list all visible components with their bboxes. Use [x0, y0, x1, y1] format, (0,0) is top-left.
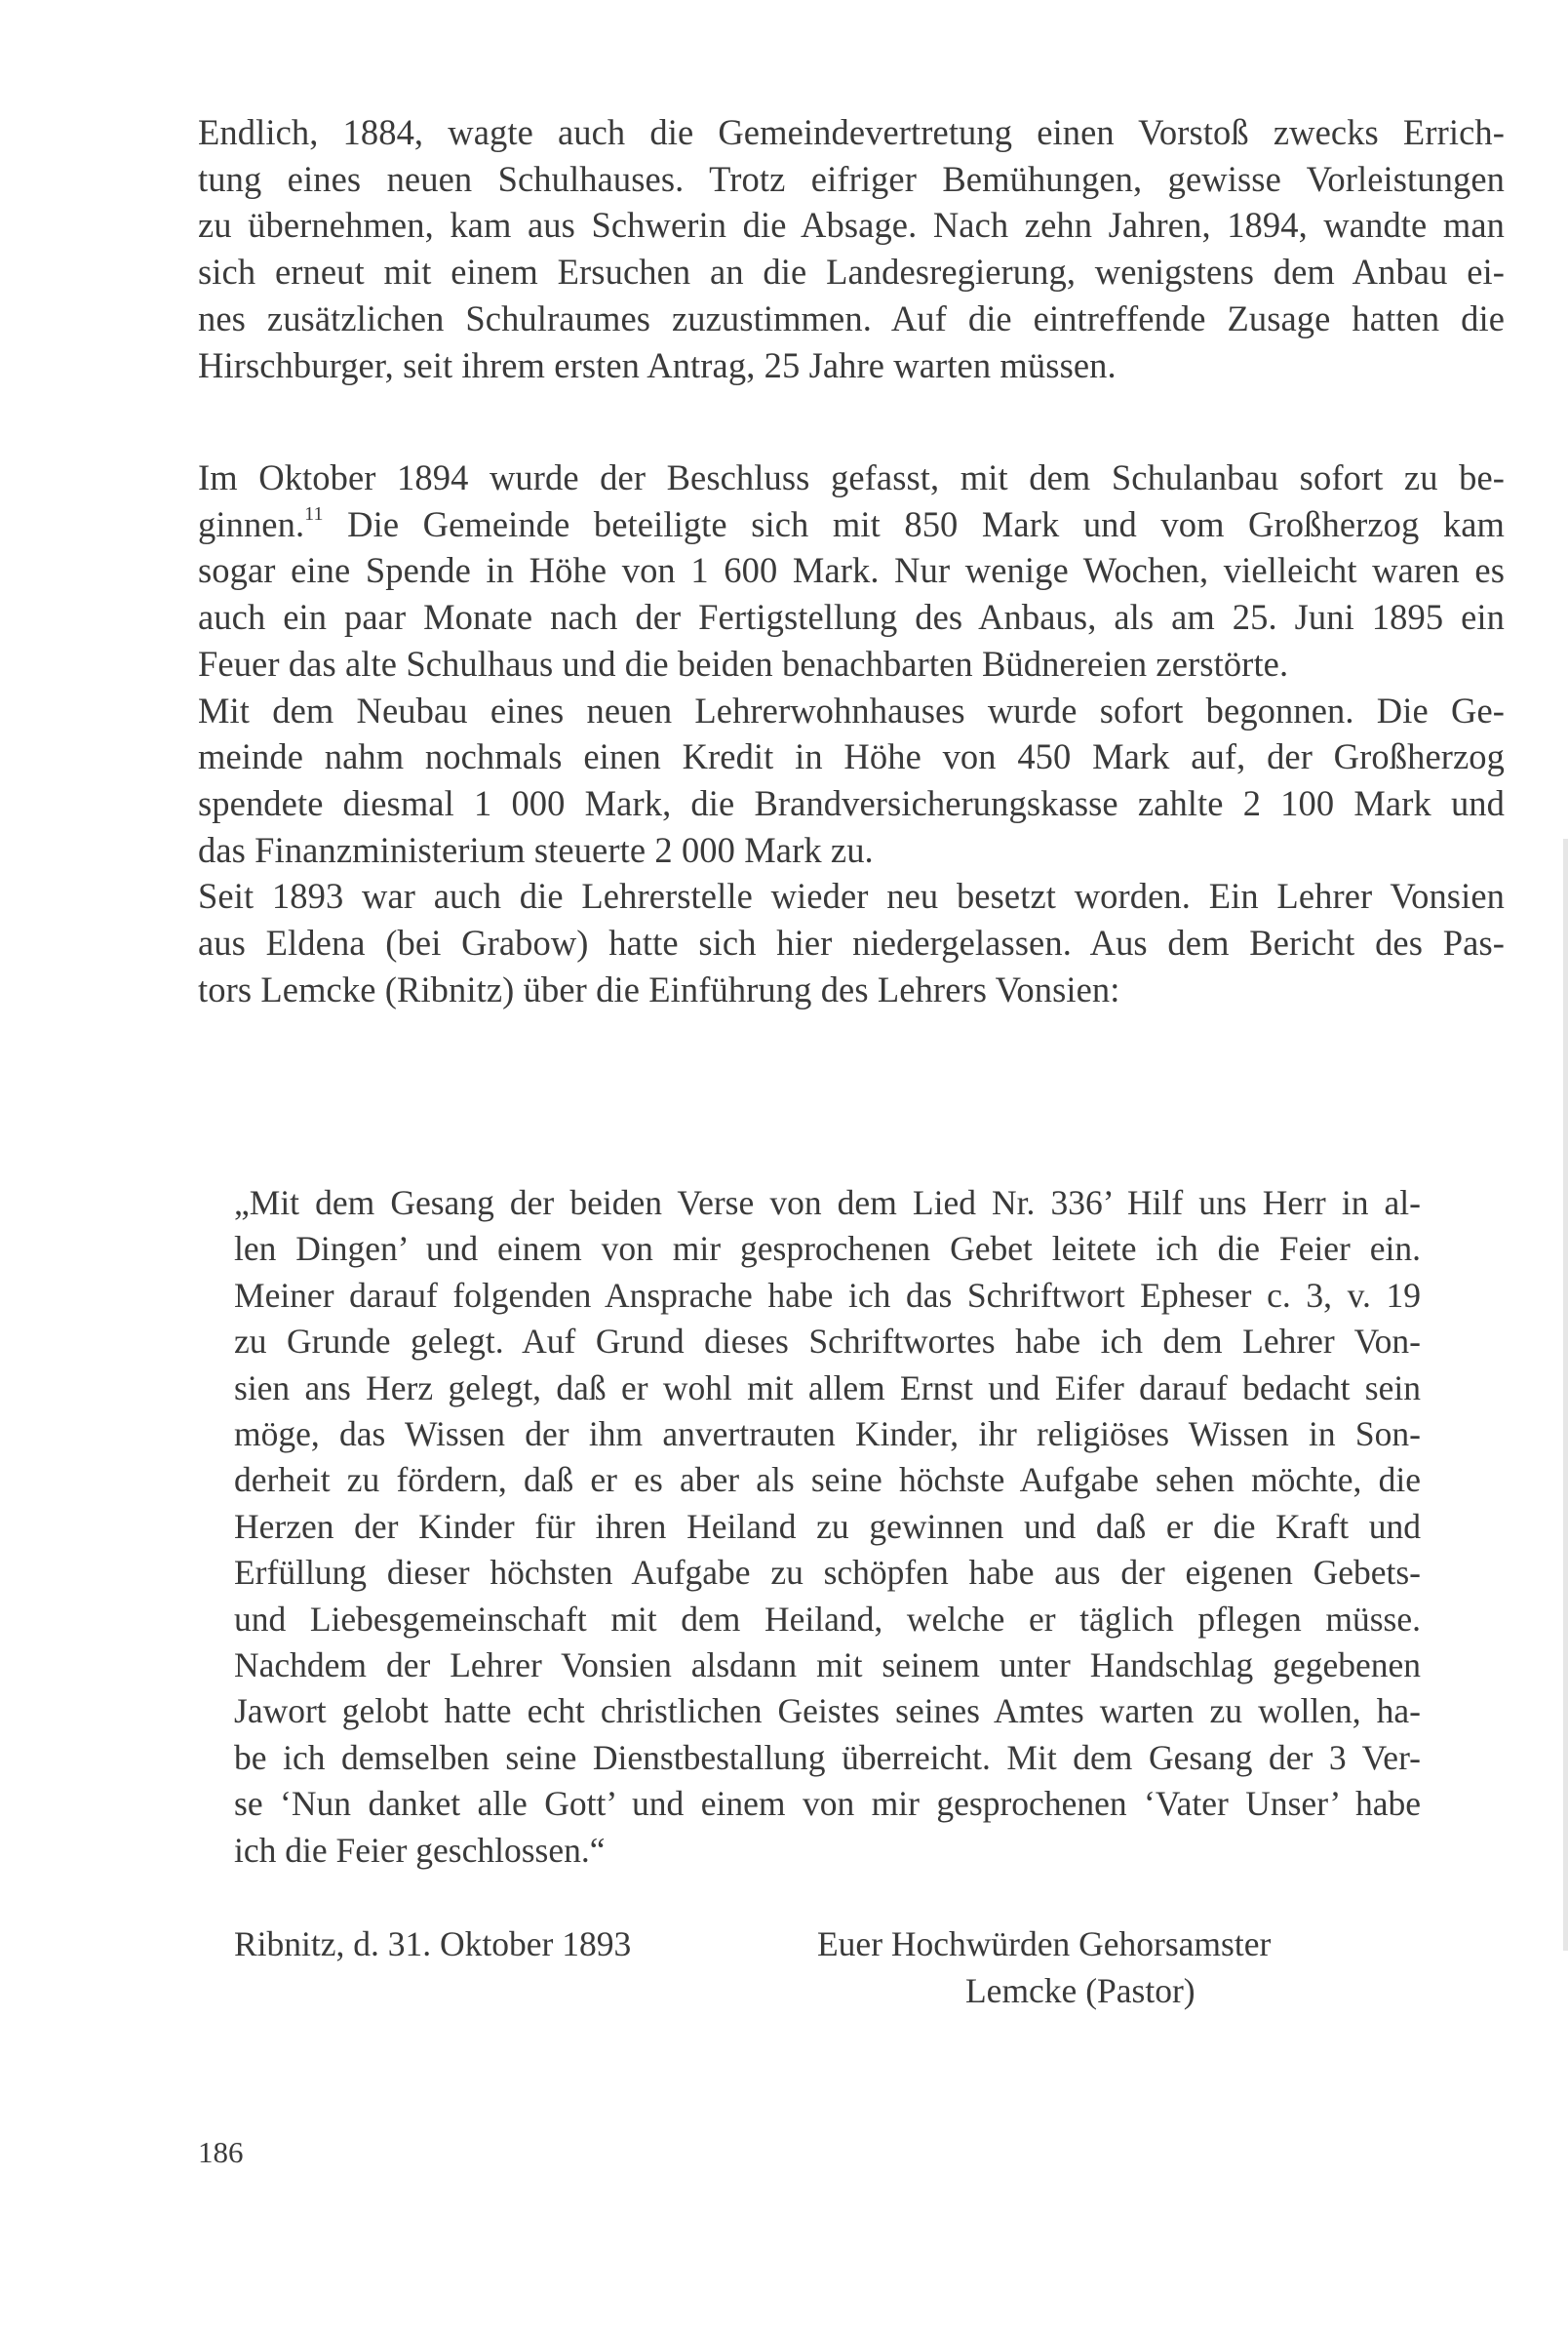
- quote-line: Erfüllung dieser höchsten Aufgabe zu schöpfen habe aus der eigenen Gebets-: [234, 1553, 1421, 1593]
- page-number: 186: [198, 2135, 244, 2169]
- quote-line: sien ans Herz gelegt, daß er wohl mit allem Ernst und Eifer darauf bedacht sein: [234, 1367, 1421, 1407]
- pastor-report-quote: [234, 1180, 1421, 1874]
- paragraph-line: auch ein paar Monate nach der Fertigstellung des Anbaus, als am 25. Juni 1895 ein: [198, 597, 1505, 638]
- quote-line: se ‘Nun danket alle Gott’ und einem von mir gesprochenen ‘Vater Unser’ habe: [234, 1784, 1421, 1824]
- paragraph-line: nes zusätzlichen Schulraumes zuzustimmen. Auf die eintreffende Zusage hatten die: [198, 297, 1505, 338]
- paragraph-line: Hirschburger, seit ihrem ersten Antrag, 25 Jahre warten müssen.: [198, 344, 1117, 385]
- quote-line: Nachdem der Lehrer Vonsien alsdann mit seinem unter Handschlag gegebenen: [234, 1645, 1421, 1685]
- signature-name: Lemcke (Pastor): [965, 1971, 1196, 2010]
- paragraph-line: sogar eine Spende in Höhe von 1 600 Mark. Nur wenige Wochen, vielleicht waren es: [198, 550, 1505, 591]
- paragraph-line: aus Eldena (bei Grabow) hatte sich hier niedergelassen. Aus dem Bericht des Pas-: [198, 923, 1505, 964]
- line-text-end: Die Gemeinde beteiligte sich mit 850 Mark und vom Großherzog kam: [323, 503, 1505, 544]
- paragraph-line: Mit dem Neubau eines neuen Lehrerwohnhauses wurde sofort begonnen. Die Ge-: [198, 690, 1505, 731]
- quote-line: Herzen der Kinder für ihren Heiland zu gewinnen und daß er die Kraft und: [234, 1506, 1421, 1546]
- quote-line: Meiner darauf folgenden Ansprache habe ich das Schriftwort Epheser c. 3, v. 19: [234, 1275, 1421, 1315]
- paragraph-school-history: [198, 109, 1505, 388]
- paragraph-line: Seit 1893 war auch die Lehrerstelle wieder neu besetzt worden. Ein Lehrer Vonsien: [198, 876, 1505, 917]
- quote-line: und Liebesgemeinschaft mit dem Heiland, welche er täglich pflegen müsse.: [234, 1599, 1421, 1639]
- signature-closing: Euer Hochwürden Gehorsamster: [817, 1924, 1272, 1963]
- quote-line: möge, das Wissen der ihm anvertrauten Kinder, ihr religiöses Wissen in Son-: [234, 1414, 1421, 1454]
- paragraph-line: zu übernehmen, kam aus Schwerin die Absage. Nach zehn Jahren, 1894, wandte man: [198, 205, 1505, 246]
- paragraph-line: meinde nahm nochmals einen Kredit in Höhe von 450 Mark auf, der Großherzog: [198, 736, 1505, 777]
- paragraph-line: Endlich, 1884, wagte auch die Gemeindevertretung einen Vorstoß zwecks Errich-: [198, 112, 1505, 152]
- paragraph-line: das Finanzministerium steuerte 2 000 Mark zu.: [198, 829, 874, 870]
- paragraph-line: tors Lemcke (Ribnitz) über die Einführung des Lehrers Vonsien:: [198, 969, 1120, 1009]
- quote-line: len Dingen’ und einem von mir gesprochenen Gebet leitete ich die Feier ein.: [234, 1229, 1421, 1269]
- quote-line: Jawort gelobt hatte echt christlichen Geistes seines Amtes warten zu wollen, ha-: [234, 1691, 1421, 1731]
- paragraph-school-extension: [198, 455, 1505, 1012]
- paragraph-line: spendete diesmal 1 000 Mark, die Brandversicherungskasse zahlte 2 100 Mark und: [198, 782, 1505, 823]
- page-edge-shadow: [1563, 839, 1568, 1951]
- signature-place-date: Ribnitz, d. 31. Oktober 1893: [234, 1924, 632, 1963]
- paragraph-line: tung eines neuen Schulhauses. Trotz eifriger Bemühungen, gewisse Vorleistungen: [198, 158, 1505, 199]
- paragraph-line: sich erneut mit einem Ersuchen an die Landesregierung, wenigstens dem Anbau ei-: [198, 252, 1505, 293]
- quote-line: be ich demselben seine Dienstbestallung überreicht. Mit dem Gesang der 3 Ver-: [234, 1737, 1421, 1777]
- quote-line: ich die Feier geschlossen.“: [234, 1830, 606, 1870]
- quote-line: „Mit dem Gesang der beiden Verse von dem Lied Nr. 336’ Hilf uns Herr in al-: [234, 1183, 1421, 1222]
- paragraph-line: Feuer das alte Schulhaus und die beiden benachbarten Büdnereien zerstörte.: [198, 643, 1289, 684]
- line-text-start: ginnen.: [198, 503, 305, 544]
- quote-line: derheit zu fördern, daß er es aber als seine höchste Aufgabe sehen möchte, die: [234, 1460, 1421, 1500]
- quote-line: zu Grunde gelegt. Auf Grund dieses Schriftwortes habe ich dem Lehrer Von-: [234, 1322, 1421, 1362]
- paragraph-line-with-footnote: [198, 501, 1505, 548]
- paragraph-line: Im Oktober 1894 wurde der Beschluss gefasst, mit dem Schulanbau sofort zu be-: [198, 457, 1505, 497]
- footnote-reference[interactable]: 11: [304, 502, 324, 525]
